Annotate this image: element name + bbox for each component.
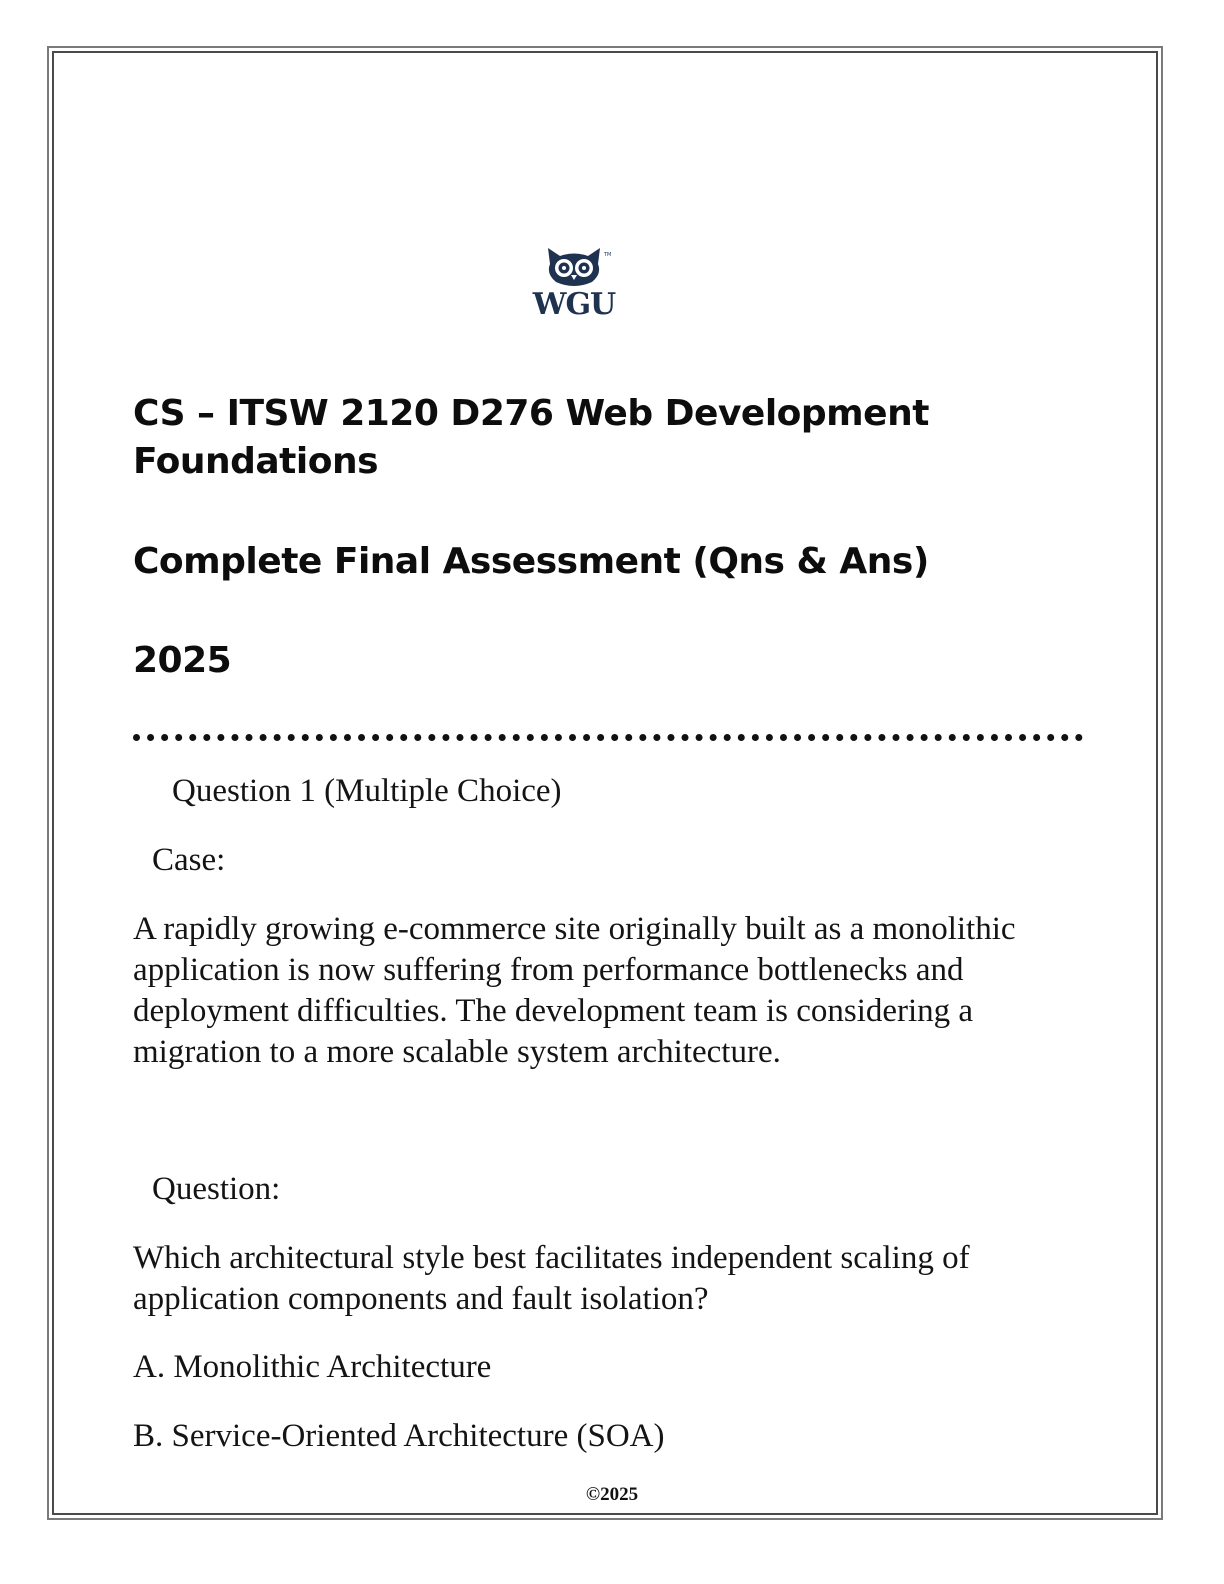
case-text: A rapidly growing e-commerce site originally built as a monolithic application is now suffering from performance bottlenecks and deployment difficulties. The development team is considering a migration to a more scalable system architecture. bbox=[133, 911, 1016, 1070]
document-subtitle: Complete Final Assessment (Qns & Ans) bbox=[133, 541, 929, 582]
title-line-1: CS – ITSW 2120 D276 Web Development bbox=[133, 393, 929, 434]
question-label: Question: bbox=[152, 1171, 281, 1207]
question-text: Which architectural style best facilitates independent scaling of application components and fault isolation? bbox=[133, 1240, 970, 1317]
question-number-label: Question 1 (Multiple Choice) bbox=[172, 773, 562, 809]
dotted-divider bbox=[133, 734, 1083, 741]
copyright-footer: ©2025 bbox=[585, 1484, 639, 1505]
svg-text:TM: TM bbox=[604, 252, 612, 258]
case-label: Case: bbox=[152, 842, 226, 878]
option-a: A. Monolithic Architecture bbox=[133, 1349, 492, 1385]
wgu-logo bbox=[526, 242, 622, 332]
document-year: 2025 bbox=[133, 640, 232, 681]
owl-icon bbox=[526, 242, 622, 288]
document-title bbox=[133, 390, 1033, 486]
logo-wordmark: WGU bbox=[532, 287, 616, 322]
option-b: B. Service-Oriented Architecture (SOA) bbox=[133, 1418, 665, 1454]
title-line-2: Foundations bbox=[133, 441, 379, 482]
